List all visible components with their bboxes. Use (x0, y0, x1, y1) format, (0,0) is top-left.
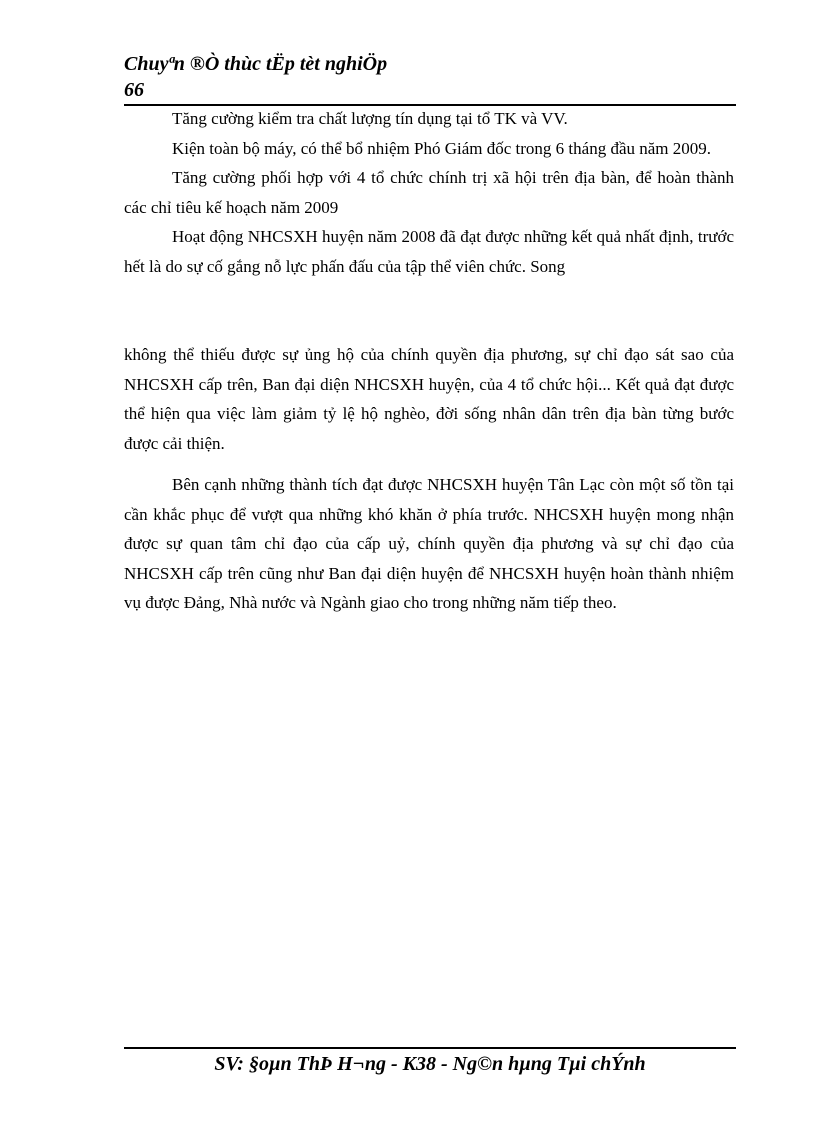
footer-divider (124, 1047, 736, 1049)
paragraph-coordination: Tăng cường phối hợp với 4 tổ chức chính trị xã hội trên địa bàn, để hoàn thành các chỉ tiêu kế hoạch năm 2009 (124, 168, 734, 217)
paragraph-credit-inspection: Tăng cường kiểm tra chất lượng tín dụng tại tổ TK và VV. (172, 109, 568, 128)
body-block-top (124, 104, 734, 281)
document-header-title: Chuyªn ®Ò thùc tËp tèt nghiÖp (124, 53, 388, 75)
paragraph-staffing: Kiện toàn bộ máy, có thể bổ nhiệm Phó Giám đốc trong 6 tháng đầu năm 2009. (172, 138, 712, 158)
paragraph-results-intro: Hoạt động NHCSXH huyện năm 2008 đã đạt được những kết quả nhất định, trước hết là do sự cố gắng nỗ lực phấn đấu của tập thể viên chức. Song (124, 227, 734, 276)
body-block-middle (124, 340, 734, 458)
page-number: 66 (124, 79, 144, 101)
document-footer: SV: §oµn ThÞ H¬ng - K38 - Ng©n hµng Tµi chÝnh (214, 1053, 646, 1075)
paragraph-results-continued: không thể thiếu được sự ủng hộ của chính quyền địa phương, sự chỉ đạo sát sao của NHCSXH cấp trên, Ban đại diện NHCSXH huyện, của 4 tổ chức hội... Kết quả đạt được thể hiện qua việc làm giảm tỷ lệ hộ nghèo, đời sống nhân dân trên địa bàn từng bước được cải thiện. (124, 345, 734, 453)
paragraph-conclusion: Bên cạnh những thành tích đạt được NHCSXH huyện Tân Lạc còn một số tồn tại cần khắc phục để vượt qua những khó khăn ở phía trước. NHCSXH huyện mong nhận được sự quan tâm chỉ đạo của cấp uỷ, chính quyền địa phương và sự chỉ đạo của NHCSXH cấp trên cũng như Ban đại diện huyện để NHCSXH huyện hoàn thành nhiệm vụ được Đảng, Nhà nước và Ngành giao cho trong những năm tiếp theo. (124, 475, 734, 612)
body-block-bottom (124, 470, 734, 618)
